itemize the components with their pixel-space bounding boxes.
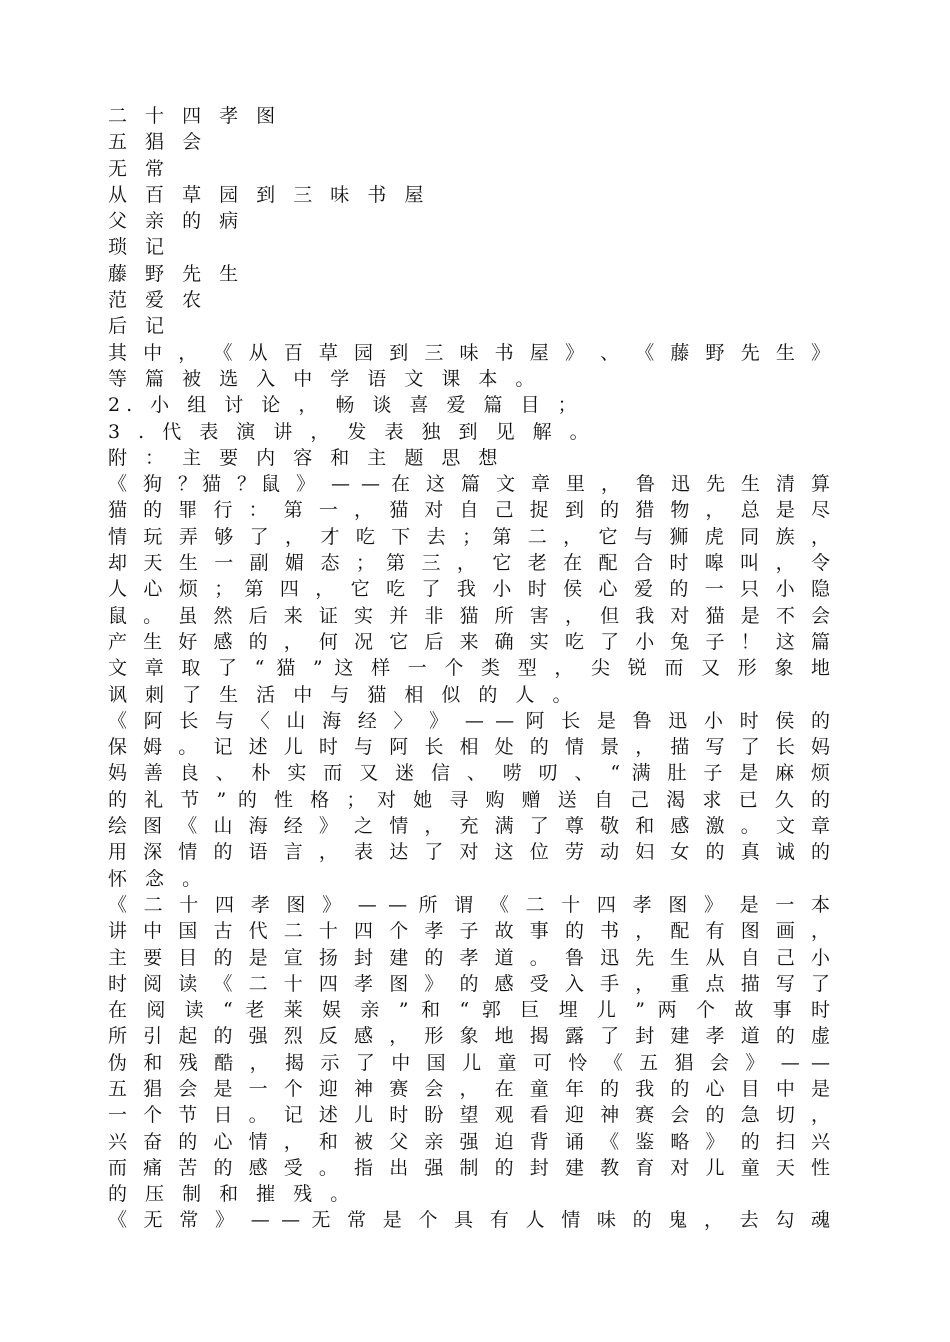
body-line: 猫 的 罪 行 ： 第 一 ， 猫 对 自 己 捉 到 的 猎 物 ， 总 是 尽 <box>108 499 830 522</box>
body-line: 《 狗 ？猫 ？鼠 》 — — 在 这 篇 文 章 里 ， 鲁 迅 先 生 清 算 <box>108 473 830 496</box>
body-line: 却 天 生 一 副 媚 态 ； 第 三 ， 它 老 在 配 合 时 嗥 叫 ， 令 <box>108 552 830 575</box>
toc-item: 二 十 四 孝 图 <box>108 105 282 127</box>
appendix-heading: 附 ： 主 要 内 容 和 主 题 思 想 <box>108 446 504 469</box>
toc-item: 五 猖 会 <box>108 131 208 154</box>
body-line: 兴 奋 的 心 情 ， 和 被 父 亲 强 迫 背 诵 《 鉴 略 》 的 扫 兴 <box>108 1130 830 1153</box>
body-line: 怀 念 。 <box>108 867 208 890</box>
body-line: 绘 图 《 山 海 经 》 之 情 ， 充 满 了 尊 敬 和 感 激 。 文 章 <box>108 815 830 838</box>
body-line: 主 要 目 的 是 宣 扬 封 建 的 孝 道 。 鲁 迅 先 生 从 自 己 小 <box>108 946 830 969</box>
body-line: 用 深 情 的 语 言 ， 表 达 了 对 这 位 劳 动 妇 女 的 真 诚 的 <box>108 841 830 864</box>
body-line: 的 礼 节 ” 的 性 格 ； 对 她 寻 购 赠 送 自 己 渴 求 已 久 的 <box>108 788 830 811</box>
toc-item: 琐 记 <box>108 236 171 259</box>
body-line: 人 心 烦 ； 第 四 ， 它 吃 了 我 小 时 侯 心 爱 的 一 只 小 隐 <box>108 578 830 601</box>
presentation-step: 3 . 代 表 演 讲 ， 发 表 独 到 见 解 。 <box>108 420 595 443</box>
toc-list <box>108 103 830 340</box>
body-line: 而 痛 苦 的 感 受 。 指 出 强 制 的 封 建 教 育 对 儿 童 天 性 <box>108 1156 830 1179</box>
body-line: 五 猖 会 是 一 个 迎 神 赛 会 ， 在 童 年 的 我 的 心 目 中 是 <box>108 1077 830 1100</box>
body-line: 产 生 好 感 的 ， 何 况 它 后 来 确 实 吃 了 小 兔 子 ！ 这 篇 <box>108 630 830 653</box>
document-page <box>108 103 830 1234</box>
body-line: 伪 和 残 酷 ， 揭 示 了 中 国 儿 童 可 怜 《 五 猖 会 》 — — <box>108 1051 830 1074</box>
body-line: 《 二 十 四 孝 图 》 — — 所 谓 《 二 十 四 孝 图 》 是 一 本 <box>108 893 830 916</box>
body-line: 的 压 制 和 摧 残 。 <box>108 1183 356 1206</box>
toc-item: 后 记 <box>108 315 171 338</box>
intro-line: 等 篇 被 选 入 中 学 语 文 课 本 。 <box>108 367 541 390</box>
body-line: 在 阅 读 “ 老 莱 娱 亲 ” 和 “ 郭 巨 埋 儿 ” 两 个 故 事 时 <box>108 999 830 1022</box>
body-line: 时 阅 读 《 二 十 四 孝 图 》 的 感 受 入 手 ， 重 点 描 写 了 <box>108 972 830 995</box>
discussion-step: 2. 小 组 讨 论 ， 畅 谈 喜 爱 篇 目 ； <box>108 394 583 417</box>
body-line: 讲 中 国 古 代 二 十 四 个 孝 子 故 事 的 书 ， 配 有 图 画 ， <box>108 920 830 943</box>
toc-item: 范 爱 农 <box>108 289 208 312</box>
body-line: 妈 善 良 、 朴 实 而 又 迷 信 、 唠 叨 、 “ 满 肚 子 是 麻 烦 <box>108 762 830 785</box>
body-line: 《 无 常 》 — — 无 常 是 个 具 有 人 情 味 的 鬼 ， 去 勾 魂 <box>108 1209 830 1232</box>
toc-item: 藤 野 先 生 <box>108 262 245 285</box>
body-line: 《 阿 长 与 〈 山 海 经 〉 》 — — 阿 长 是 鲁 迅 小 时 侯 的 <box>108 709 830 732</box>
intro-block <box>108 340 830 471</box>
intro-line: 其 中 ， 《 从 百 草 园 到 三 味 书 屋 》 、 《 藤 野 先 生 》 <box>108 341 830 364</box>
body-line: 保 姆 。 记 述 儿 时 与 阿 长 相 处 的 情 景 ， 描 写 了 长 妈 <box>108 736 830 759</box>
body-line: 情 玩 弄 够 了 ， 才 吃 下 去 ； 第 二 ， 它 与 狮 虎 同 族 ， <box>108 525 830 548</box>
summary-body <box>108 471 830 1234</box>
body-line: 鼠 。 虽 然 后 来 证 实 并 非 猫 所 害 ， 但 我 对 猫 是 不 会 <box>108 604 830 627</box>
toc-item: 无 常 <box>108 157 171 180</box>
body-line: 一 个 节 日 。 记 述 儿 时 盼 望 观 看 迎 神 赛 会 的 急 切 ， <box>108 1104 830 1127</box>
body-line: 文 章 取 了 “ 猫 ” 这 样 一 个 类 型 ， 尖 锐 而 又 形 象 地 <box>108 657 830 680</box>
toc-item: 父 亲 的 病 <box>108 210 245 233</box>
toc-item: 从 百 草 园 到 三 味 书 屋 <box>108 183 430 206</box>
body-line: 所 引 起 的 强 烈 反 感 ， 形 象 地 揭 露 了 封 建 孝 道 的 虚 <box>108 1025 830 1048</box>
body-line: 讽 刺 了 生 活 中 与 猫 相 似 的 人 。 <box>108 683 578 706</box>
